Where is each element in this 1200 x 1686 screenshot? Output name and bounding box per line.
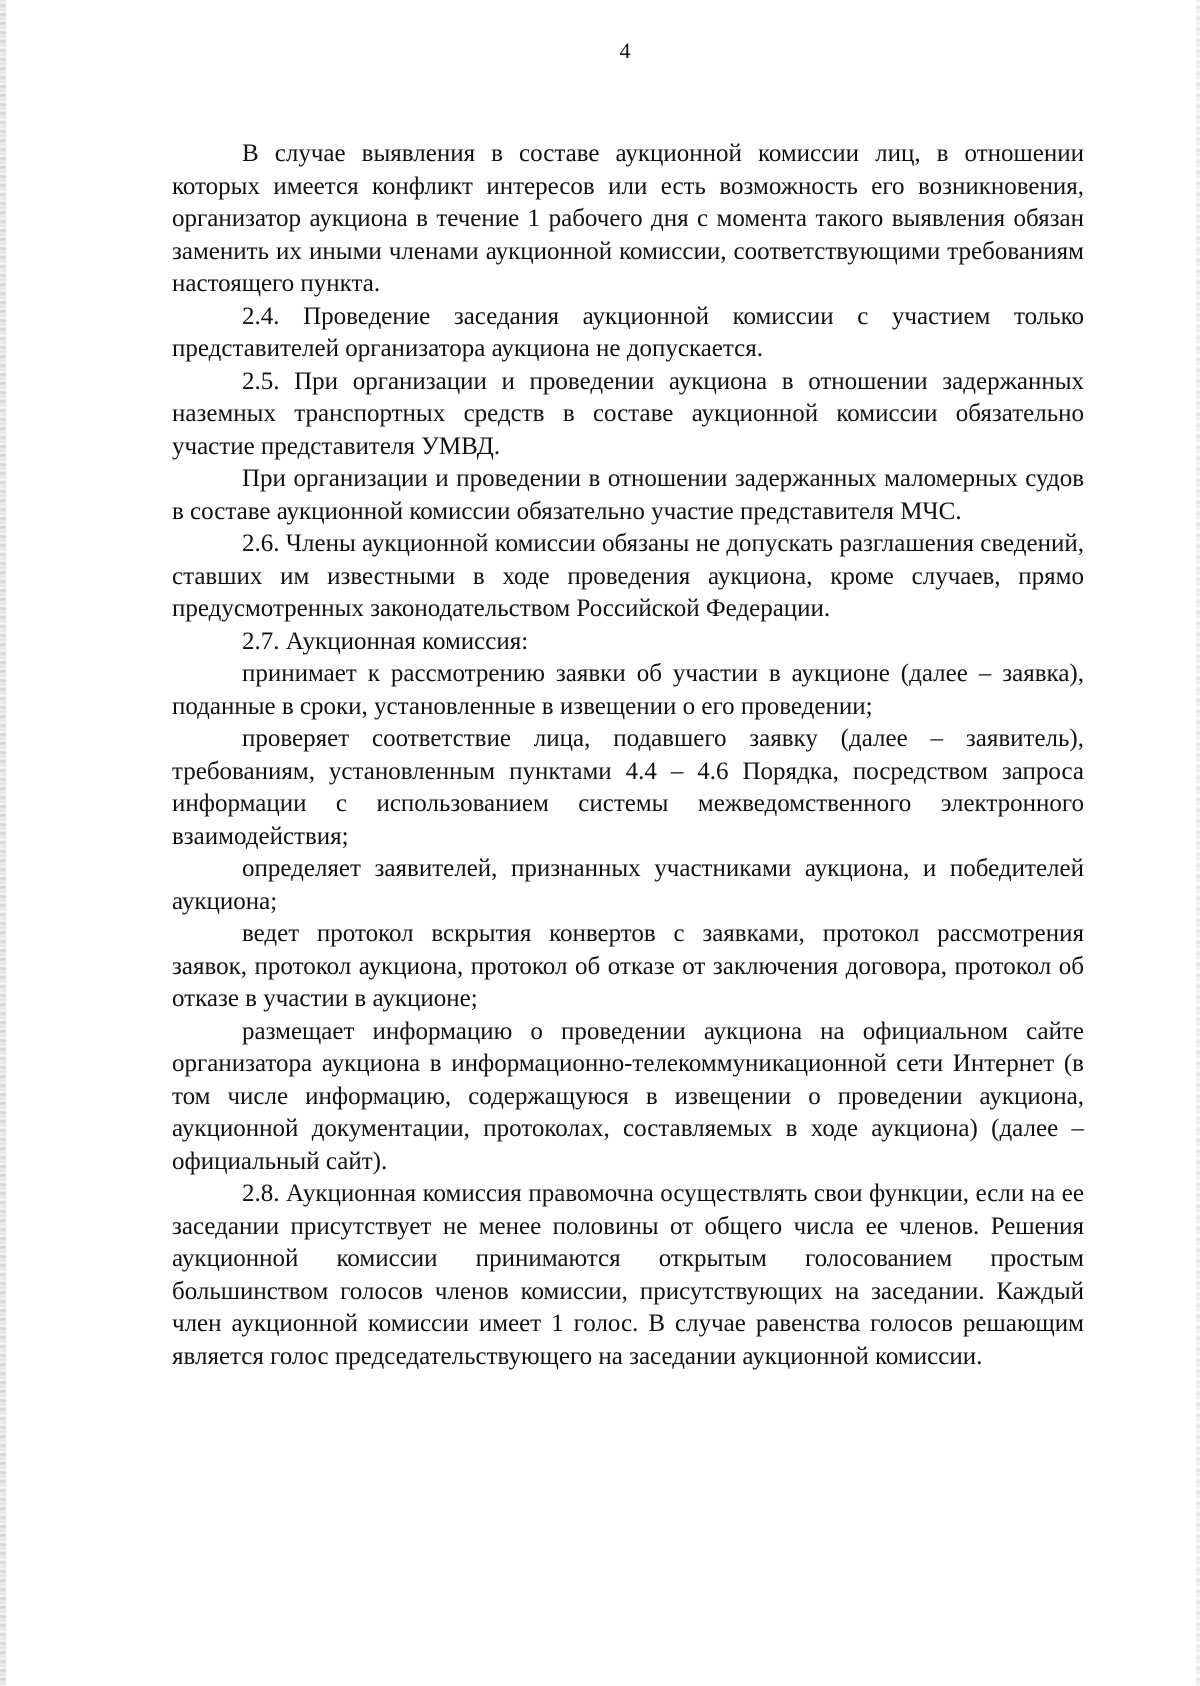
paragraph-keeps-protocols: ведет протокол вскрытия конвертов с заявками, протокол рассмотрения заявок, протокол аукциона, протокол об отказе от заключения договора, протокол об отказе в участии в аукционе; (172, 920, 1084, 1012)
page-number: 4 (619, 38, 631, 63)
paragraph-conflict-of-interest: В случае выявления в составе аукционной комиссии лиц, в отношении которых имеется конфликт интересов или есть возможность его возникновения, организатор аукциона в течение 1 рабочего дня с момента такого выявления обязан заменить их иными членами аукционной комиссии, соответствующими требованиям настоящего пункта. (172, 140, 1084, 297)
paragraph-publishes-information: размещает информацию о проведении аукциона на официальном сайте организатора аукциона в информационно-телекоммуникационной сети Интернет (в том числе информацию, содержащуюся в извещении о проведении аукциона, аукционной документации, протоколах, составляемых в ходе аукциона) (далее – официальный сайт). (172, 1017, 1084, 1175)
paragraph-2-8: 2.8. Аукционная комиссия правомочна осуществлять свои функции, если на ее заседании присутствует не менее половины от общего числа ее членов. Решения аукционной комиссии принимаются открытым голосованием простым большинством голосов членов комиссии, присутствующих на заседании. Каждый член аукционной комиссии имеет 1 голос. В случае равенства голосов решающим является голос председательствующего на заседании аукционной комиссии. (172, 1180, 1084, 1370)
paragraph-2-5: 2.5. При организации и проведении аукциона в отношении задержанных наземных транспортных средств в составе аукционной комиссии обязательно участие представителя УМВД. (172, 367, 1084, 460)
paragraph-small-vessels: При организации и проведении в отношении задержанных маломерных судов в составе аукционной комиссии обязательно участие представителя МЧС. (172, 465, 1084, 525)
paragraph-2-4: 2.4. Проведение заседания аукционной комиссии с участием только представителей организатора аукциона не допускается. (172, 302, 1084, 362)
paragraph-determines-participants: определяет заявителей, признанных участниками аукциона, и победителей аукциона; (172, 855, 1084, 915)
document-body (172, 138, 1084, 1373)
scan-edge-right (1196, 0, 1200, 1686)
paragraph-2-7-heading: 2.7. Аукционная комиссия: (242, 627, 529, 655)
scan-edge-left (0, 0, 6, 1686)
paragraph-verifies-applicant: проверяет соответствие лица, подавшего заявку (далее – заявитель), требованиям, установленным пунктами 4.4 – 4.6 Порядка, посредством запроса информации с использованием системы межведомственного электронного взаимодействия; (172, 725, 1084, 850)
paragraph-accepts-applications: принимает к рассмотрению заявки об участии в аукционе (далее – заявка), поданные в сроки, установленные в извещении о его проведении; (172, 660, 1084, 720)
paragraph-2-6: 2.6. Члены аукционной комиссии обязаны не допускать разглашения сведений, ставших им известными в ходе проведения аукциона, кроме случаев, прямо предусмотренных законодательством Российской Федерации. (172, 530, 1084, 622)
